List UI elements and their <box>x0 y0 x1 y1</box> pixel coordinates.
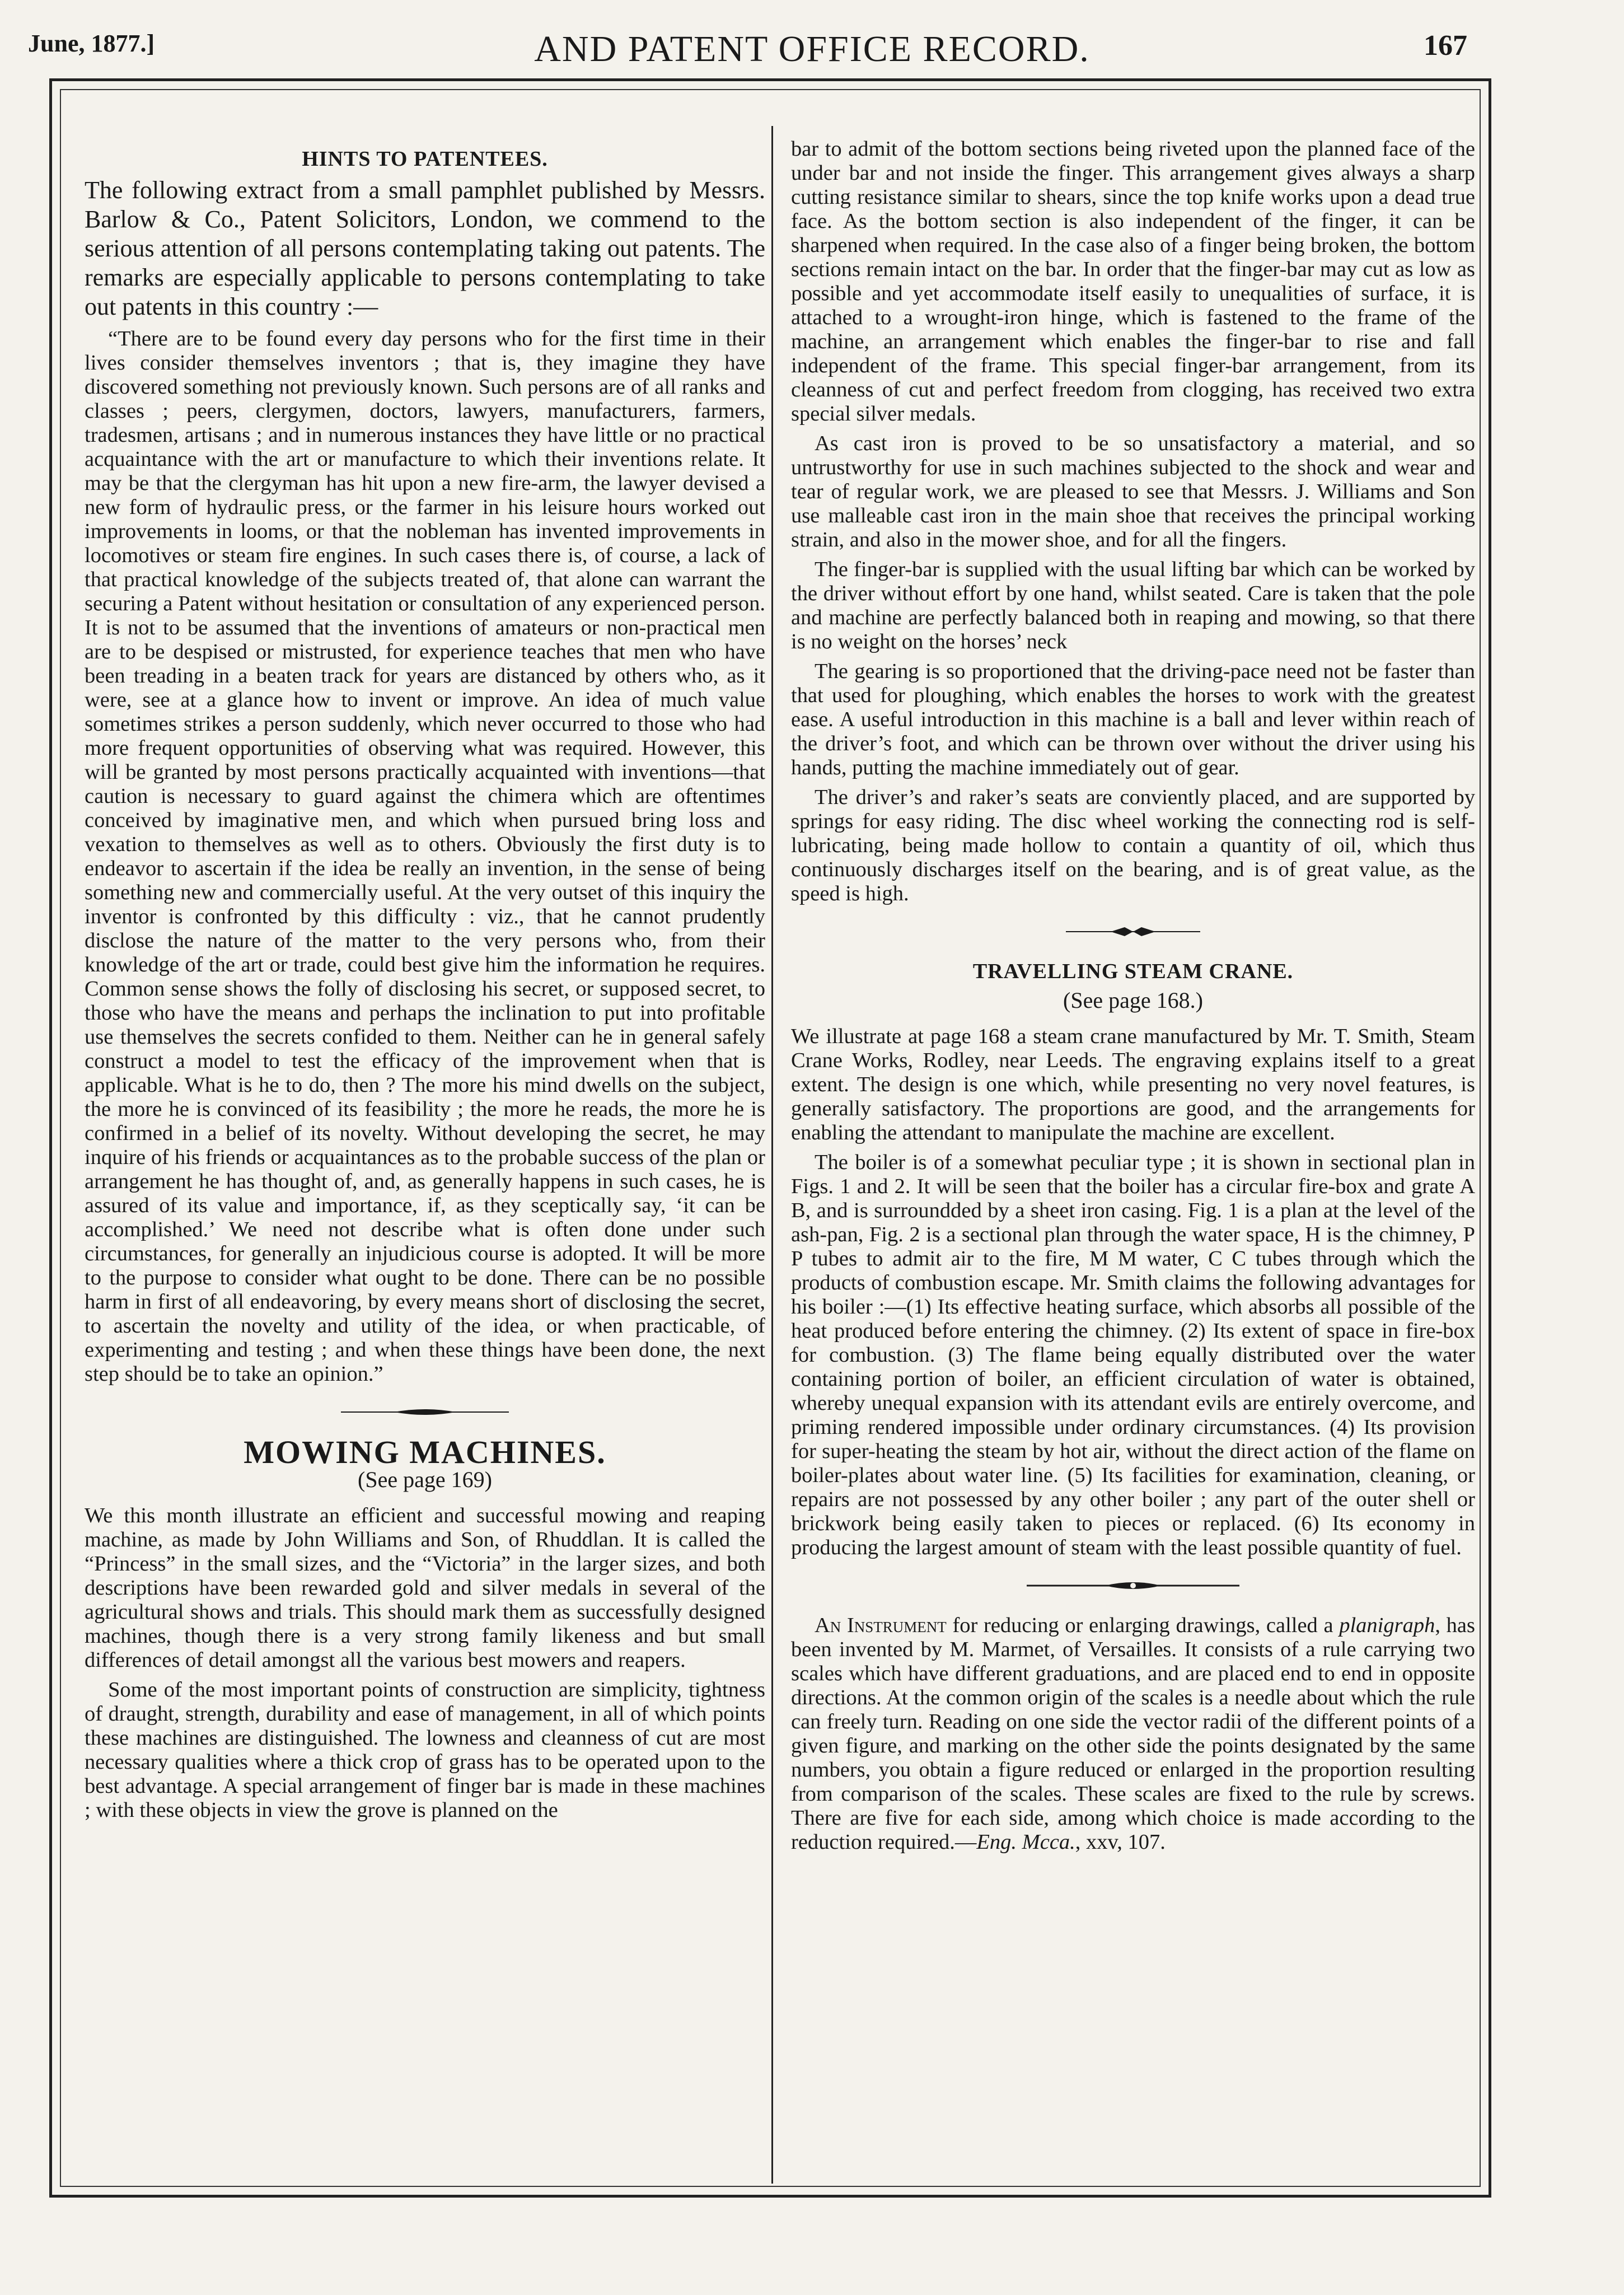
crane-paragraph-2: The boiler is of a somewhat peculiar type ; it is shown in sectional plan in Figs. 1 and 2. It will be seen that the boiler has a circular fire-box and grate A B, and is surroundded by a sheet iron casing. Fig. 1 is a plan at the level of the ash-pan, Fig. 2 is a sectional plan through the water space, H is the chimney, P P tubes to admit air to the fire, M M water, C C tubes through which the products of combustion escape. Mr. Smith claims the following advantages for his boiler :—(1) Its effective heating surface, which absorbs all possible of the heat produced before entering the chimney. (2) Its extent of space in fire-box for combustion. (3) The flame being equally distributed over the water containing portion of boiler, an efficient circulation of water is obtained, whereby unequal expansion with its attendant evils are entirely overcome, and priming rendered impossible under ordinary circumstances. (4) Its provision for super-heating the steam by hot air, without the direct action of the flame on boiler-plates about water line. (5) Its facilities for examination, cleaning, or repairs are not possessed by any other boiler ; any part of the outer shell or brickwork being easily taken to pieces or replaced. (6) Its economy in producing the largest amount of steam with the least possible quantity of fuel. <box>791 1151 1475 1559</box>
mowing-continued-paragraph-2: As cast iron is proved to be so unsatisfactory a material, and so untrustworthy for use in such machines subjected to the shock and wear and tear of regular work, we are pleased to see that Messrs. J. Williams and Son use malleable cast iron in the main shoe that receives the principal working strain, and also in the mower shoe, and for all the fingers. <box>791 432 1475 551</box>
page-header <box>0 0 1624 73</box>
hints-heading: HINTS TO PATENTEES. <box>302 147 548 171</box>
hints-quote-paragraph: “There are to be found every day persons who for the first time in their lives consider themselves inventors ; that is, they imagine they have discovered something not previously known. Such persons are of all ranks and classes ; peers, clergymen, doctors, lawyers, manufacturers, farmers, tradesmen, artisans ; and in numerous instances they have little or no practical acquaintance with the art or manufacture to which their inventions relate. It may be that the clergyman has hit upon a new fire-arm, the lawyer devised a new form of hydraulic press, or the farmer in his leisure hours worked out improvements in looms, or that the nobleman has invented improvements in locomotives or steam fire engines. In such cases there is, of course, a lack of that practical knowledge of the subjects treated of, that alone can warrant the securing a Patent without hesitation or consultation of any experienced person. It is not to be assumed that the inventions of amateurs or non-practical men are to be despised or mistrusted, for experience teaches that men who have been treading in a beaten track for years are distanced by others who, as it were, see at a glance how to invent or improve. An idea of much value sometimes strikes a person suddenly, which never occurred to those who had more frequent opportunities of observing what was required. However, this will be granted by most persons practically acquainted with inventions—that caution is necessary to guard against the chimera which are oftentimes conceived by imaginative men, and which when pursued bring loss and vexation to themselves as well as to others. Obviously the first duty is to endeavor to ascertain if the idea be really an invention, in the sense of being something new and commercially useful. At the very outset of this inquiry the inventor is confronted by this difficulty : viz., that he cannot prudently disclose the nature of the matter to the very persons who, from their knowledge of the art or trade, could best give him the information he requires. Common sense shows the folly of disclosing his secret, or supposed secret, to those who have the means and perhaps the inclination to put into profitable use themselves the secrets confided to them. Neither can he in general safely construct a model to test the efficacy of the improvement when that is applicable. What is he to do, then ? The more his mind dwells on the subject, the more he is convinced of its feasibility ; the more he reads, the more he is confirmed in a belief of its novelty. Without developing the secret, he may inquire of his friends or acquaintances as to the probable success of the plan or arrangement he has thought of, and, as generally happens in such cases, he is assured of its value and importance, if, as they sceptically say, ‘it can be accomplished.’ We need not describe what is often done under such circumstances, for generally an injudicious course is adopted. It will be more to the purpose to consider what ought to be done. There can be no possible harm in first of all endeavoring, by every means short of disclosing the secret, to ascertain the novelty and utility of the idea, or when practicable, of experimenting and testing ; and when these things have been done, the next step should be to take an opinion.” <box>85 327 765 1386</box>
mowing-heading: MOWING MACHINES. <box>244 1434 606 1470</box>
crane-heading: TRAVELLING STEAM CRANE. <box>972 960 1294 983</box>
hints-intro-paragraph: The following extract from a small pamphlet published by Messrs. Barlow & Co., Patent Solicitors, London, we commend to the serious attention of all persons contemplating taking out patents. The remarks are especially applicable to persons contemplating to take out patents in this country :— <box>85 176 765 320</box>
issue-date: June, 1877.] <box>28 30 155 57</box>
planigraph-text-continued: , has been invented by M. Marmet, of Versailles. It consists of a rule carrying two scales which have different graduations, and are placed end to end in opposite directions. At the common origin of the scales is a needle about which the rule can freely turn. Reading on one side the vector radii of the different points of a given figure, and marking on the other side the points designated by the same numbers, you obtain a figure reduced or enlarged in the proportion resulting from comparison of the scales. These scales are fixed to the rule by screws. There are five for each side, among which choice is made according to the reduction required.— <box>791 1614 1475 1854</box>
section-divider-ornament <box>1049 925 1217 938</box>
section-divider-ornament <box>341 1405 509 1419</box>
planigraph-paragraph <box>791 1614 1475 1854</box>
mowing-paragraph-1: We this month illustrate an efficient and successful mowing and reaping machine, as made by John Williams and Son, of Rhuddlan. It is called the “Princess” in the small sizes, and the “Victoria” in the larger sizes, and both descriptions have been rewarded gold and silver medals in several of the agricultural shows and trials. This should mark them as successfully designed machines, though there is a very strong family likeness and but small differences of detail amongst all the various best mowers and reapers. <box>85 1504 765 1672</box>
crane-paragraph-1: We illustrate at page 168 a steam crane manufactured by Mr. T. Smith, Steam Crane Works, Rodley, near Leeds. The engraving explains itself to a great extent. The design is one which, while presenting no very novel features, is generally satisfactory. The proportions are good, and the arrangements for enabling the attendant to manipulate the machine are excellent. <box>791 1025 1475 1144</box>
mowing-continued-paragraph-1: bar to admit of the bottom sections being riveted upon the planned face of the under bar and not inside the finger. This arrangement gives always a sharp cutting resistance similar to shears, since the top knife works upon a dead true face. As the bottom section is also independent of the finger, it can be sharpened when required. In the case also of a finger being broken, the bottom sections remain intact on the bar. In order that the finger-bar may cut as low as possible and yet accommodate itself easily to unequalities of surface, it is attached to a wrought-iron hinge, which is fastened to the frame of the machine, an arrangement which enables the finger-bar to rise and fall independent of the frame. This special finger-bar arrangement, from its cleanness of cut and perfect freedom from clogging, has received two extra special silver medals. <box>791 137 1475 426</box>
section-divider-ornament <box>1027 1579 1239 1592</box>
mowing-see-page: (See page 169) <box>358 1467 492 1492</box>
planigraph-citation: Eng. Mcca. <box>976 1830 1075 1854</box>
mowing-continued-paragraph-3: The finger-bar is supplied with the usual lifting bar which can be worked by the driver without effort by one hand, whilst seated. Care is taken that the pole and machine are perfectly balanced both in reaping and mowing, so that there is no weight on the horses’ neck <box>791 558 1475 653</box>
planigraph-citation-tail: , xxv, 107. <box>1075 1830 1166 1854</box>
left-column <box>85 137 765 1828</box>
planigraph-term: planigraph <box>1339 1614 1435 1637</box>
mowing-continued-paragraph-4: The gearing is so proportioned that the driving-pace need not be faster than that used for ploughing, which enables the horses to work with the greatest ease. A useful introduction in this machine is a ball and lever within reach of the driver’s foot, and which can be thrown over without the driver using his hands, putting the machine immediately out of gear. <box>791 660 1475 779</box>
page-number: 167 <box>1424 30 1467 62</box>
planigraph-lead: An Instrument <box>815 1614 947 1637</box>
mowing-continued-paragraph-5: The driver’s and raker’s seats are conviently placed, and are supported by springs for easy riding. The disc wheel working the connecting rod is self-lubricating, being made hollow to contain a quantity of oil, which thus continuously discharges itself on the bearing, and is of great value, as the speed is high. <box>791 786 1475 905</box>
page-frame <box>49 78 1491 2198</box>
crane-see-page: (See page 168.) <box>1063 988 1203 1013</box>
right-column <box>791 137 1475 1860</box>
planigraph-text: for reducing or enlarging drawings, called a <box>946 1614 1340 1637</box>
running-title: AND PATENT OFFICE RECORD. <box>534 29 1090 69</box>
column-divider <box>771 126 773 2184</box>
mowing-paragraph-2: Some of the most important points of construction are simplicity, tightness of draught, strength, durability and ease of management, in all of which points these machines are distinguished. The lowness and cleanness of cut are most necessary qualities where a thick crop of grass has to be operated upon to the best advantage. A special arrangement of finger bar is made in these machines ; with these objects in view the grove is planned on the <box>85 1678 765 1822</box>
